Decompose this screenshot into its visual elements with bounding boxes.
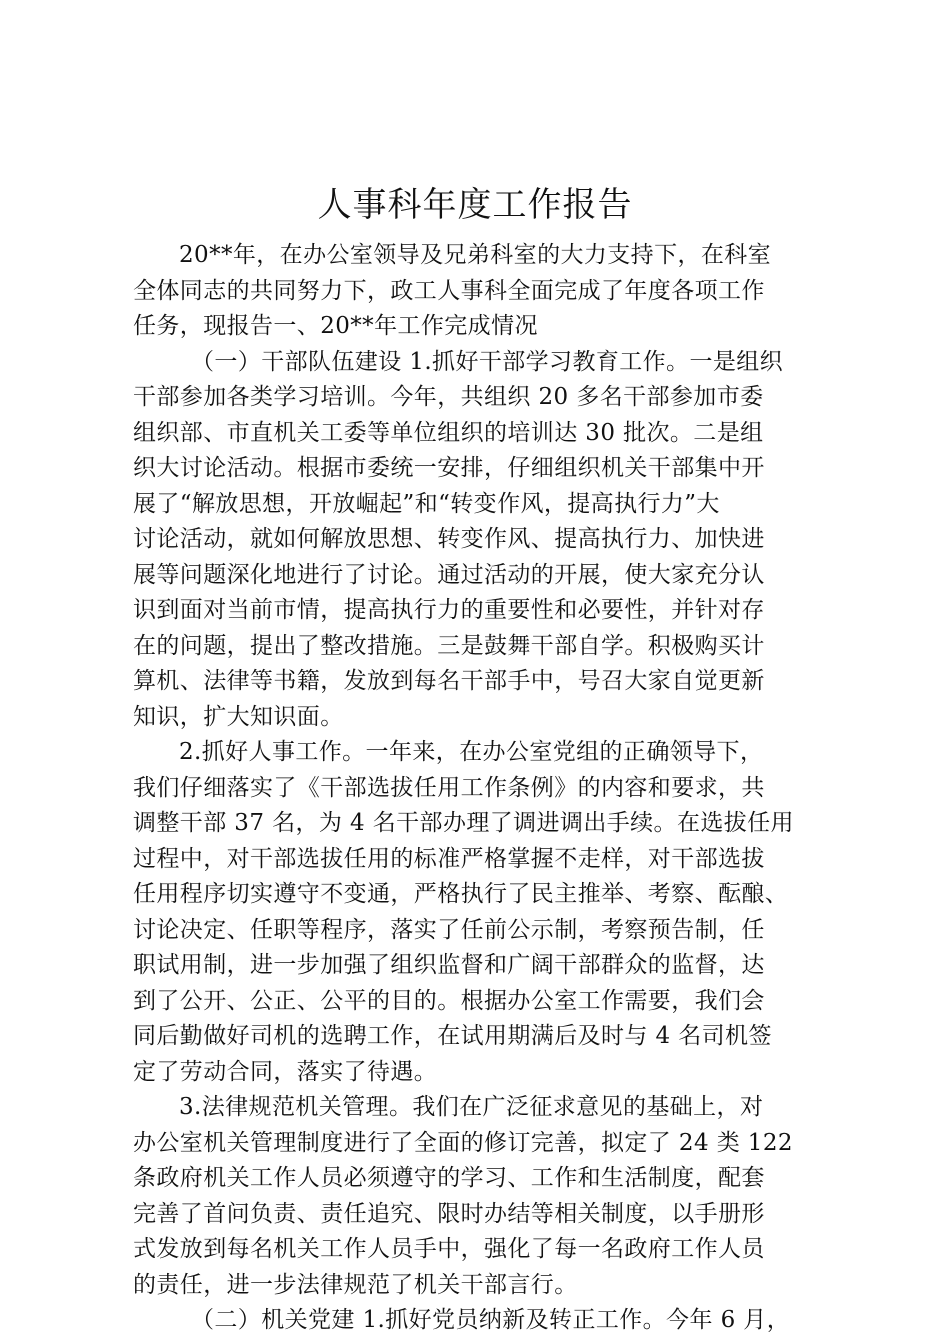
text-line: 完善了首问负责、责任追究、限时办结等相关制度，以手册形 (133, 1200, 765, 1227)
text-line: 展等问题深化地进行了讨论。通过活动的开展，使大家充分认 (133, 561, 765, 588)
text-line: 算机、法律等书籍，发放到每名干部手中，号召大家自觉更新 (133, 668, 765, 694)
text-line: 的责任，进一步法律规范了机关干部言行。 (133, 1271, 578, 1298)
text-line: 条政府机关工作人员必须遵守的学习、工作和生活制度，配套 (133, 1165, 765, 1191)
text-line: 在的问题，提出了整改措施。三是鼓舞干部自学。积极购买计 (133, 632, 765, 659)
text-line: 2.抓好人事工作。一年来，在办公室党组的正确领导下， (179, 739, 764, 765)
text-line: （二）机关党建 1.抓好党员纳新及转正工作。今年 6 月， (191, 1307, 791, 1333)
text-line: 式发放到每名机关工作人员手中，强化了每一名政府工作人员 (133, 1236, 765, 1262)
text-line: 过程中，对干部选拔任用的标准严格掌握不走样，对干部选拔 (133, 845, 765, 872)
text-line: 组织部、市直机关工委等单位组织的培训达 30 批次。二是组 (133, 419, 764, 446)
text-line: 同后勤做好司机的选聘工作，在试用期满后及时与 4 名司机签 (133, 1023, 772, 1049)
text-line: 到了公开、公正、公平的目的。根据办公室工作需要，我们会 (133, 987, 765, 1014)
document-title: 人事科年度工作报告 (317, 185, 633, 225)
text-line: 知识，扩大知识面。 (133, 703, 344, 730)
text-line: 定了劳动合同，落实了待遇。 (133, 1058, 438, 1085)
text-line: 20**年，在办公室领导及兄弟科室的大力支持下，在科室 (179, 242, 772, 268)
text-line: 讨论决定、任职等程序，落实了任前公示制，考察预告制，任 (133, 916, 765, 943)
text-line: 讨论活动，就如何解放思想、转变作风、提高执行力、加快进 (133, 526, 765, 552)
text-line: 调整干部 37 名，为 4 名干部办理了调进调出手续。在选拔任用 (133, 810, 794, 836)
text-line: 3.法律规范机关管理。我们在广泛征求意见的基础上，对 (179, 1094, 764, 1120)
text-line: 我们仔细落实了《干部选拔任用工作条例》的内容和要求，共 (133, 774, 765, 801)
text-line: 全体同志的共同努力下，政工人事科全面完成了年度各项工作 (133, 277, 765, 304)
text-line: 职试用制，进一步加强了组织监督和广阔干部群众的监督，达 (133, 952, 765, 978)
text-line: 任用程序切实遵守不变通，严格执行了民主推举、考察、酝酿、 (133, 881, 789, 907)
text-line: 织大讨论活动。根据市委统一安排，仔细组织机关干部集中开 (133, 455, 765, 481)
text-line: 识到面对当前市情，提高执行力的重要性和必要性，并针对存 (133, 597, 765, 623)
text-line: 办公室机关管理制度进行了全面的修订完善，拟定了 24 类 122 (133, 1129, 793, 1156)
text-line: 任务，现报告一、20**年工作完成情况 (133, 313, 538, 339)
text-line: （一）干部队伍建设 1.抓好干部学习教育工作。一是组织 (191, 348, 784, 375)
text-line: 展了“解放思想，开放崛起”和“转变作风，提高执行力”大 (133, 490, 720, 517)
text-line: 干部参加各类学习培训。今年，共组织 20 多名干部参加市委 (133, 384, 764, 410)
document-body (133, 238, 833, 1339)
